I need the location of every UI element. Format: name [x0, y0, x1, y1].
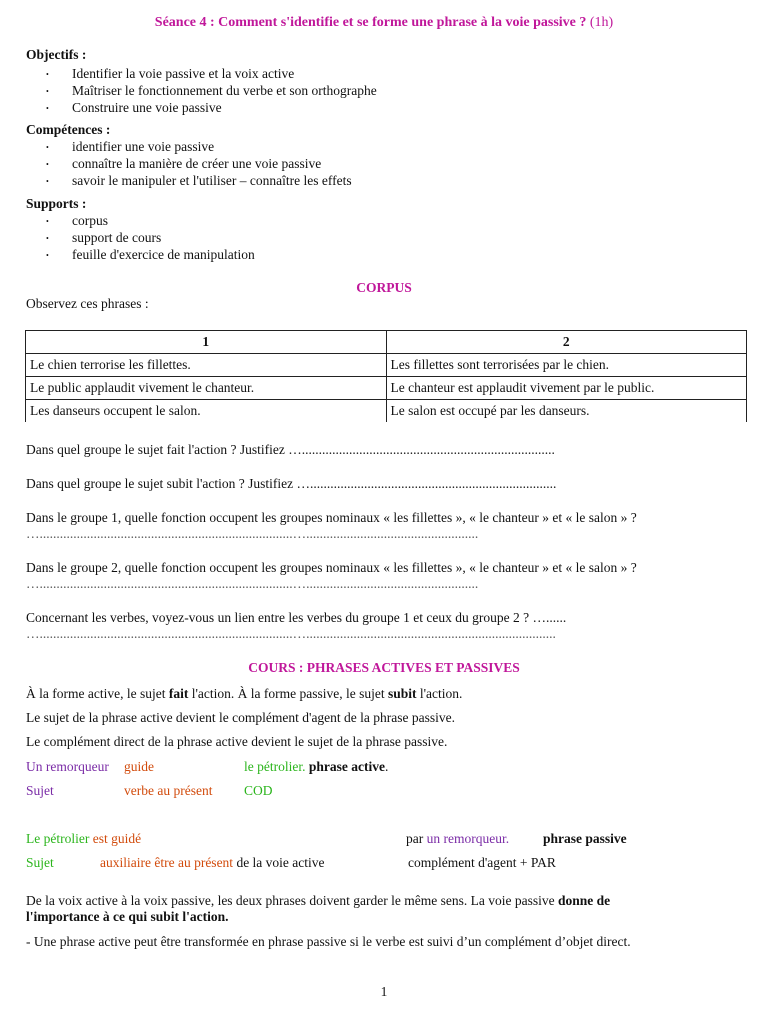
- question-5: Concernant les verbes, voyez-vous un lien entre les verbes du groupe 1 et ceux du groupe 2 ? …......: [26, 610, 567, 625]
- title-duration: (1h): [589, 15, 614, 30]
- corpus-heading: CORPUS: [356, 280, 412, 295]
- text-run: De la voix active à la voix passive, les deux phrases doivent garder le même sens. La voie passive: [26, 893, 558, 908]
- text-run: par: [406, 831, 424, 846]
- active-object: le pétrolier.: [244, 759, 306, 774]
- table-cell: Le chien terrorise les fillettes.: [26, 354, 387, 377]
- active-label: phrase active: [308, 759, 385, 774]
- cours-heading: COURS : PHRASES ACTIVES ET PASSIVES: [248, 660, 520, 675]
- active-verb: guide: [124, 759, 154, 774]
- answer-line-5: …...........................................................................…..........................................................................: [26, 626, 556, 641]
- active-sentence-tail: [244, 759, 388, 775]
- table-row: [26, 354, 747, 377]
- cours-paragraph-2: Le sujet de la phrase active devient le complément d'agent de la phrase passive.: [26, 710, 456, 725]
- cours-paragraph-5: - Une phrase active peut être transformée en phrase passive si le verbe est suivi d’un complément d’objet direct.: [26, 934, 631, 949]
- cours-paragraph-1: [26, 686, 462, 702]
- supports-heading: Supports :: [26, 196, 87, 211]
- label-subject: Sujet: [26, 783, 54, 798]
- list-item: • corpus: [26, 212, 255, 229]
- list-item: • support de cours: [26, 229, 255, 246]
- objectifs-list: [26, 65, 377, 116]
- title-text: Séance 4 : Comment s'identifie et se forme une phrase à la voie passive ?: [154, 15, 587, 30]
- text-run: de la voie active: [236, 855, 325, 870]
- answer-line-3: …...........................................................................…...................................................: [26, 526, 479, 541]
- question-1: Dans quel groupe le sujet fait l'action ? Justifiez …...........................................................................: [26, 442, 555, 457]
- table-row: [26, 377, 747, 400]
- list-item: • Maîtriser le fonctionnement du verbe et son orthographe: [26, 82, 377, 99]
- question-4: Dans le groupe 2, quelle fonction occupent les groupes nominaux « les fillettes », « le chanteur » et « le salon » ?: [26, 560, 637, 575]
- text-run-bold: subit: [387, 686, 417, 701]
- label-passive-subject: Sujet: [26, 855, 54, 870]
- page-title: [0, 15, 768, 31]
- list-item: • Identifier la voie passive et la voix active: [26, 65, 377, 82]
- answer-line-4: …...........................................................................…...................................................: [26, 576, 479, 591]
- list-item: • identifier une voie passive: [26, 138, 352, 155]
- supports-list: [26, 212, 255, 263]
- passive-agent: un remorqueur.: [426, 831, 510, 846]
- table-cell: Le chanteur est applaudit vivement par le public.: [386, 377, 747, 400]
- text-run: À la forme active, le sujet: [26, 686, 169, 701]
- passive-verb: est guidé: [92, 831, 142, 846]
- list-item: • savoir le manipuler et l'utiliser – connaître les effets: [26, 172, 352, 189]
- list-item: • connaître la manière de créer une voie passive: [26, 155, 352, 172]
- passive-subject: Le pétrolier: [26, 831, 90, 846]
- cours-paragraph-4-cont: l'importance à ce qui subit l'action.: [26, 909, 229, 924]
- table-cell: Le public applaudit vivement le chanteur.: [26, 377, 387, 400]
- list-item: • Construire une voie passive: [26, 99, 377, 116]
- table-row: [26, 400, 747, 423]
- text-run-bold: donne de: [557, 893, 611, 908]
- question-2: Dans quel groupe le sujet subit l'action ? Justifiez ….........................................................................: [26, 476, 557, 491]
- label-agent: complément d'agent + PAR: [408, 855, 556, 870]
- text-run: auxiliaire être au présent: [100, 855, 234, 870]
- table-header-row: [26, 331, 747, 354]
- column-header: 2: [386, 331, 747, 354]
- passive-sentence-start: [26, 831, 141, 847]
- label-cod: COD: [244, 783, 273, 798]
- corpus-table: [25, 330, 747, 422]
- question-3: Dans le groupe 1, quelle fonction occupent les groupes nominaux « les fillettes », « le chanteur » et « le salon » ?: [26, 510, 637, 525]
- competences-list: [26, 138, 352, 189]
- list-item: • feuille d'exercice de manipulation: [26, 246, 255, 263]
- text-run: l'action. À la forme passive, le sujet: [188, 686, 388, 701]
- label-verb: verbe au présent: [124, 783, 213, 798]
- cours-paragraph-4: [26, 893, 610, 909]
- objectifs-heading: Objectifs :: [26, 47, 87, 62]
- text-run: .: [384, 759, 389, 774]
- active-subject: Un remorqueur: [26, 759, 109, 774]
- passive-label: phrase passive: [543, 831, 627, 846]
- competences-heading: Compétences :: [26, 122, 111, 137]
- table-cell: Le salon est occupé par les danseurs.: [386, 400, 747, 423]
- column-header: 1: [26, 331, 387, 354]
- table-cell: Les fillettes sont terrorisées par le chien.: [386, 354, 747, 377]
- page-number: 1: [380, 984, 388, 999]
- table-cell: Les danseurs occupent le salon.: [26, 400, 387, 423]
- passive-sentence-end: [406, 831, 509, 847]
- text-run: l'action.: [416, 686, 463, 701]
- text-run-bold: fait: [168, 686, 189, 701]
- cours-paragraph-3: Le complément direct de la phrase active devient le sujet de la phrase passive.: [26, 734, 448, 749]
- label-auxiliary: [100, 855, 325, 871]
- corpus-intro: Observez ces phrases :: [26, 296, 149, 311]
